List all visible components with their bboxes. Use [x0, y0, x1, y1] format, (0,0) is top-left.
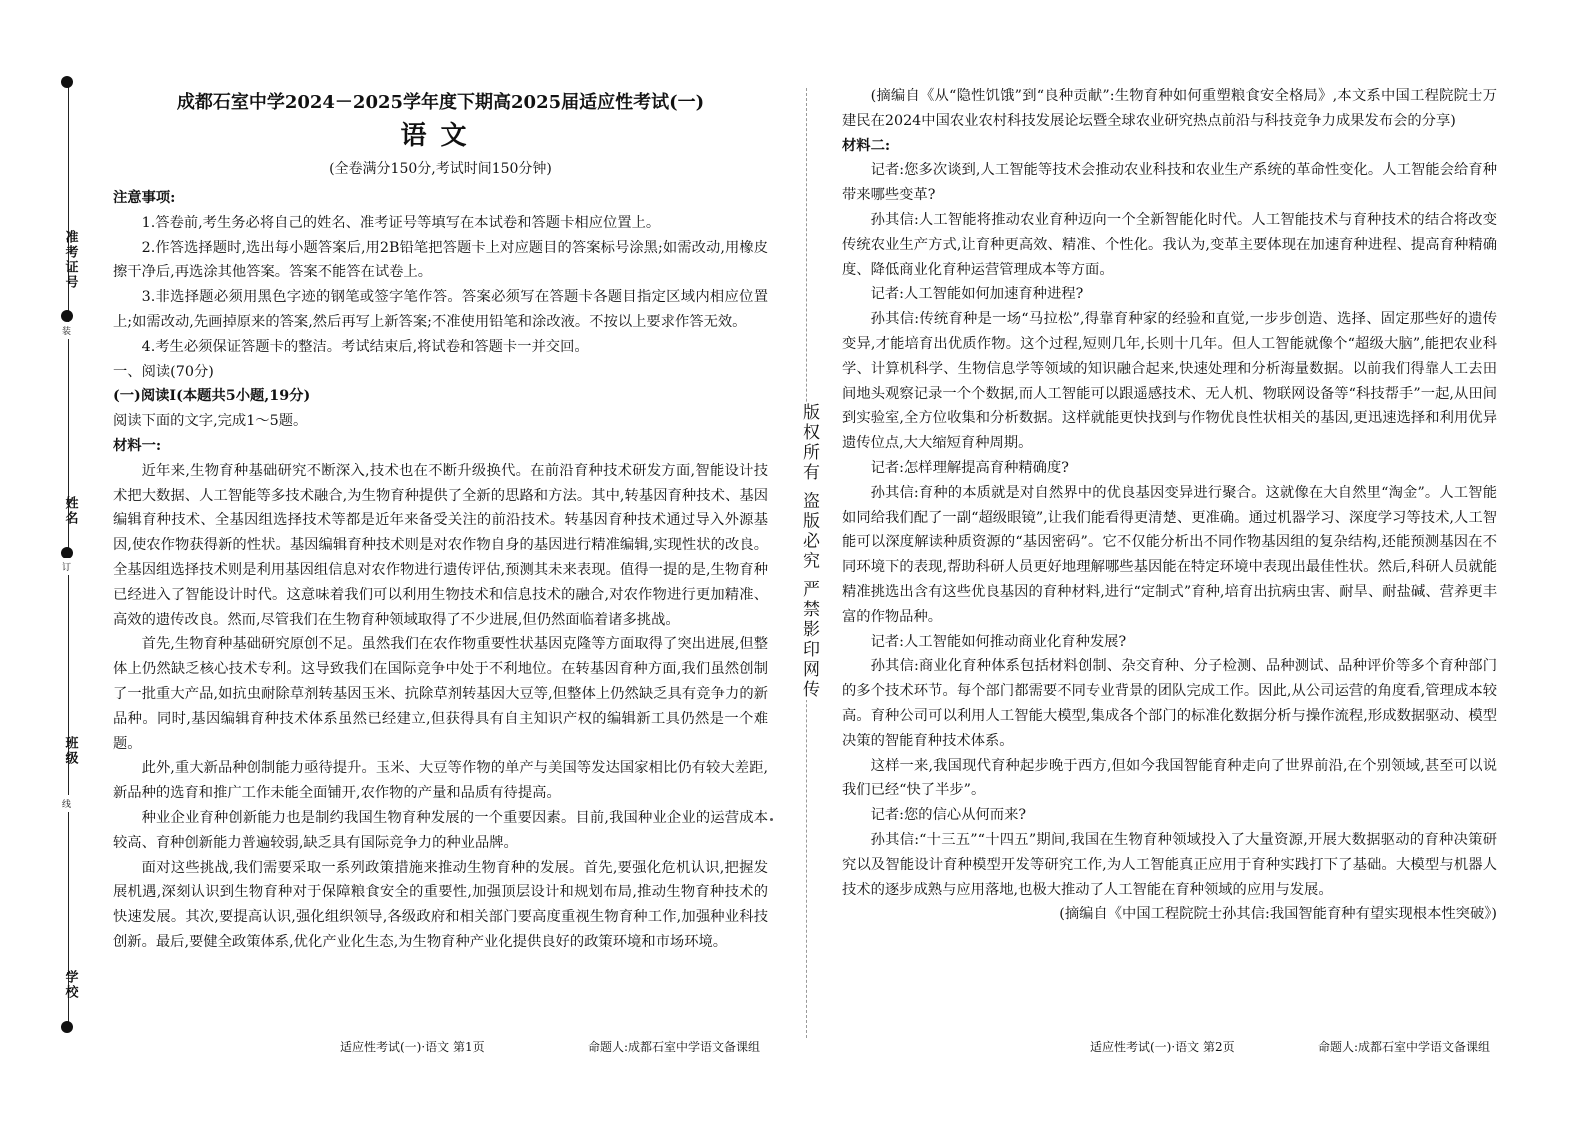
- binding-mark-zhuang: 装: [62, 322, 71, 339]
- scan-speck: [770, 818, 773, 821]
- footer-author-1: 命题人:成都石室中学语文备课组: [588, 1040, 761, 1054]
- right-column: [842, 84, 1497, 927]
- material2-paragraph: 记者:您多次谈到,人工智能等技术会推动农业科技和农业生产系统的革命性变化。人工智能会给育种带来哪些变革?: [842, 162, 1497, 204]
- exam-title: 成都石室中学2024－2025学年度下期高2025届适应性考试(一): [176, 92, 705, 113]
- material2-paragraph: 这样一来,我国现代育种起步晚于西方,但如今我国智能育种走向了世界前沿,在个别领域,甚至可以说我们已经“快了半步”。: [842, 757, 1497, 799]
- material1-paragraph: 此外,重大新品种创制能力亟待提升。玉米、大豆等作物的单产与美国等发达国家相比仍有较大差距,新品种的选育和推广工作未能全面铺开,农作物的产量和品质有待提高。: [113, 760, 768, 802]
- exam-number-field[interactable]: [50, 230, 90, 290]
- binding-mark-ding: 订: [62, 558, 71, 575]
- exam-meta: (全卷满分150分,考试时间150分钟): [329, 161, 552, 177]
- subject-title: 语文: [400, 121, 481, 151]
- note-item: 3.非选择题必须用黑色字迹的钢笔或签字笔作答。答案必须写在答题卡各题目指定区域内相应位置上;如需改动,先画掉原来的答案,然后再写上新答案;不准使用铅笔和涂改液。不按以上要求作答无效。: [113, 289, 768, 330]
- name-field[interactable]: [50, 496, 90, 526]
- school-label: 学校: [62, 970, 78, 1000]
- name-label: 姓名: [62, 496, 78, 526]
- material1-paragraph: 种业企业育种创新能力也是制约我国生物育种发展的一个重要因素。目前,我国种业企业的运营成本较高、育种创新能力普遍较弱,缺乏具有国际竞争力的种业品牌。: [113, 809, 768, 851]
- material2-paragraph: 孙其信:育种的本质就是对自然界中的优良基因变异进行聚合。这就像在大自然里“淘金”。人工智能如同给我们配了一副“超级眼镜”,让我们能看得更清楚、更准确。通过机器学习、深度学习等技术,人工智能可以深度解读种质资源的“基因密码”。它不仅能分析出不同作物基因组的复杂结构,还能预测基因在不同环境下的表现,帮助科研人员更好地理解哪些基因能在特定环境中表现出最佳性状。然后,科研人员就能精准挑选出含有这些优良基因的育种材料,进行“定制式”育种,培育出抗病虫害、耐旱、耐盐碱、营养更丰富的作物品种。: [842, 484, 1497, 625]
- note-item: 2.作答选择题时,选出每小题答案后,用2B铅笔把答题卡上对应题目的答案标号涂黑;如需改动,用橡皮擦干净后,再选涂其他答案。答案不能答在试卷上。: [113, 239, 768, 281]
- material2-paragraph: 记者:人工智能如何推动商业化育种发展?: [870, 633, 1127, 650]
- class-field[interactable]: [50, 736, 90, 766]
- note-item: 1.答卷前,考生务必将自己的姓名、准考证号等填写在本试卷和答题卡相应位置上。: [141, 214, 661, 231]
- material1-source: (摘编自《从“隐性饥饿”到“良种贡献”:生物育种如何重塑粮食安全格局》,本文系中国工程院院士万建民在2024中国农业农村科技发展论坛暨全球农业研究热点前沿与科技竞争力成果发布会的分享): [842, 88, 1497, 129]
- material1-paragraph: 首先,生物育种基础研究原创不足。虽然我们在农作物重要性状基因克隆等方面取得了突出进展,但整体上仍然缺乏核心技术专利。这导致我们在国际竞争中处于不利地位。在转基因育种方面,我们虽然创制了一批重大产品,如抗虫耐除草剂转基因玉米、抗除草剂转基因大豆等,但整体上仍然缺乏具有竞争力的新品种。同时,基因编辑育种技术体系虽然已经建立,但获得具有自主知识产权的编辑新工具仍然是一个难题。: [113, 636, 768, 752]
- material2-paragraph: 孙其信:“十三五”“十四五”期间,我国在生物育种领域投入了大量资源,开展大数据驱动的育种决策研究以及智能设计育种模型开发等研究工作,为人工智能真正应用于育种实践打下了基础。大模型与机器人技术的逐步成熟与应用落地,也极大推动了人工智能在育种领域的应用与发展。: [842, 831, 1497, 898]
- footer-page2: 适应性考试(一)·语文 第2页: [1090, 1040, 1235, 1054]
- notes-heading: 注意事项:: [113, 190, 176, 206]
- footer-author-2: 命题人:成都石室中学语文备课组: [1318, 1040, 1491, 1054]
- note-item: 4.考生必须保证答题卡的整洁。考试结束后,将试卷和答题卡一并交回。: [141, 338, 589, 355]
- part-heading: 一、阅读(70分): [113, 363, 214, 380]
- binding-hole-2: [61, 310, 73, 322]
- material1-label: 材料一:: [113, 437, 162, 454]
- material2-source: (摘编自《中国工程院院士孙其信:我国智能育种有望实现根本性突破》): [1059, 906, 1497, 923]
- copyright-notice: 版权所有 盗版必究 严禁影印网传: [790, 403, 820, 700]
- material2-paragraph: 记者:人工智能如何加速育种进程?: [870, 286, 1084, 303]
- material2-paragraph: 孙其信:商业化育种体系包括材料创制、杂交育种、分子检测、品种测试、品种评价等多个育种部门的多个技术环节。每个部门都需要不同专业背景的团队完成工作。因此,从公司运营的角度看,管理成本较高。育种公司可以利用人工智能大模型,集成各个部门的标准化数据分析与操作流程,形成数据驱动、模型决策的智能育种技术体系。: [842, 658, 1497, 749]
- material1-paragraph: 面对这些挑战,我们需要采取一系列政策措施来推动生物育种的发展。首先,要强化危机认识,把握发展机遇,深刻认识到生物育种对于保障粮食安全的重要性,加强顶层设计和规划布局,推动生物育种技术的快速发展。其次,要提高认识,强化组织领导,各级政府和相关部门要高度重视生物育种工作,加强种业科技创新。最后,要健全政策体系,优化产业化生态,为生物育种产业化提供良好的政策环境和市场环境。: [113, 859, 768, 950]
- material2-label: 材料二:: [842, 137, 891, 154]
- binding-hole-1: [61, 76, 73, 88]
- section-heading: (一)阅读Ⅰ(本题共5小题,19分): [113, 388, 311, 405]
- school-field[interactable]: [50, 970, 90, 1000]
- material1-paragraph: 近年来,生物育种基础研究不断深入,技术也在不断升级换代。在前沿育种技术研发方面,智能设计技术把大数据、人工智能等多技术融合,为生物育种提供了全新的思路和方法。其中,转基因育种技术、基因编辑育种技术、全基因组选择技术等都是近年来备受关注的前沿技术。转基因育种技术通过导入外源基因,使农作物获得新的性状。基因编辑育种技术则是对农作物自身的基因进行精准编辑,实现性状的改良。全基因组选择技术则是利用基因组信息对农作物进行遗传评估,预测其未来表现。值得一提的是,生物育种已经进入了智能设计时代。这意味着我们可以利用生物技术和信息技术的融合,对农作物进行更加精准、高效的遗传改良。然而,尽管我们在生物育种领域取得了不少进展,但仍然面临着诸多挑战。: [113, 462, 768, 628]
- binding-margin: [0, 0, 100, 1123]
- section-instruction: 阅读下面的文字,完成1～5题。: [113, 413, 308, 430]
- binding-mark-xian: 线: [62, 795, 71, 812]
- footer-page1: 适应性考试(一)·语文 第1页: [340, 1040, 485, 1054]
- exam-number-label: 准考证号: [62, 230, 78, 290]
- material2-paragraph: 孙其信:人工智能将推动农业育种迈向一个全新智能化时代。人工智能技术与育种技术的结合将改变传统农业生产方式,让育种更高效、精准、个性化。我认为,变革主要体现在加速育种进程、提高育种精确度、降低商业化育种运营管理成本等方面。: [842, 211, 1497, 278]
- material2-paragraph: 记者:您的信心从何而来?: [870, 807, 1027, 824]
- material2-paragraph: 孙其信:传统育种是一场“马拉松”,得靠育种家的经验和直觉,一步步创造、选择、固定那些好的遗传变异,才能培育出优质作物。这个过程,短则几年,长则十几年。但人工智能就像个“超级大脑”,能把农业科学、计算机科学、生物信息学等领域的知识融合起来,快速处理和分析海量数据。以前我们得靠人工去田间地头观察记录一个个数据,而人工智能可以跟遥感技术、无人机、物联网设备等“科技帮手”一起,从田间到实验室,全方位收集和分析数据。这样就能更快找到与作物优良性状相关的基因,更迅速选择和利用优异遗传位点,大大缩短育种周期。: [842, 311, 1497, 452]
- class-label: 班级: [62, 736, 78, 766]
- material2-paragraph: 记者:怎样理解提高育种精确度?: [870, 459, 1069, 476]
- binding-hole-4: [61, 1021, 73, 1033]
- left-column: [113, 84, 768, 955]
